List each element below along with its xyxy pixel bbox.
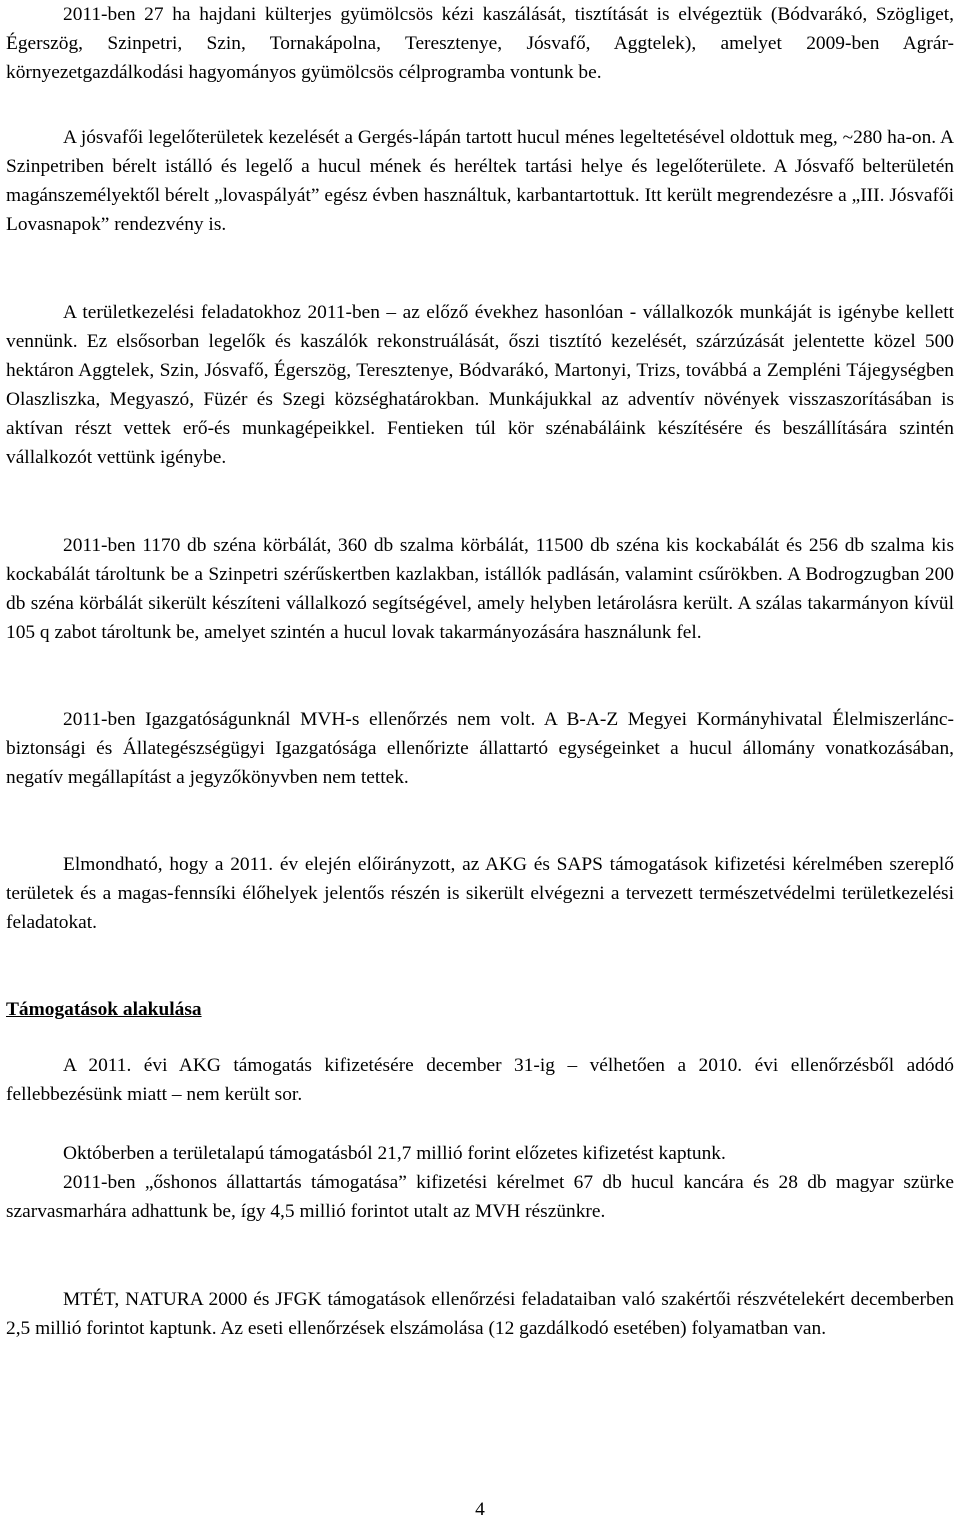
paragraph-hay-storage: 2011-ben 1170 db széna körbálát, 360 db szalma körbálát, 11500 db széna kis kockabálát és 256 db szalma kis kockabálát tároltunk be a Szinpetri szérűskertben kazlakban, istállók padlásán, valamint csűrökben. A Bodrogzugban 200 db széna körbálát sikerült készíteni vállalkozó segítségével, amely helyben letárolásra került. A szálas takarmányon kívül 105 q zabot tároltunk be, amelyet szintén a hucul lovak takarmányozására használunk fel. [6,535,954,643]
paragraph-akg-payment: A 2011. évi AKG támogatás kifizetésére december 31-ig – vélhetően a 2010. évi ellenőrzésből adódó fellebbezésünk miatt – nem került sor. [6,1055,954,1105]
paragraph-inspections: 2011-ben Igazgatóságunknál MVH-s ellenőrzés nem volt. A B-A-Z Megyei Kormányhivatal Élelmiszerlánc-biztonsági és Állategészségügyi Igazgatósága ellenőrizte állattartó egységeinket a hucul állomány vonatkozásában, negatív megállapítást a jegyzőkönyvben nem tettek. [6,709,954,788]
paragraph-contractors: A területkezelési feladatokhoz 2011-ben – az előző évekhez hasonlóan - vállalkozók munkáját is igénybe kellett vennünk. Ez elsősorban legelők és kaszálók rekonstruálását, őszi tisztító kezelését, szárzúzását jelentette közel 500 hektáron Aggtelek, Szin, Jósvafő, Égerszög, Teresztenye, Bódvarákó, Martonyi, Trizs, továbbá a Zempléni Tájegységben Olaszliszka, Megyaszó, Füzér és Szegi községhatárokban. Munkájukkal az adventív növények visszaszorításában is aktívan részt vettek erő-és munkagépeikkel. Fentieken túl kör szénabáláink készítésére és beszállítására szintén vállalkozót vettünk igénybe. [6,302,954,468]
paragraph-pasture-management: A jósvafői legelőterületek kezelését a Gergés-lápán tartott hucul ménes legeltetésével oldottuk meg, ~280 ha-on. A Szinpetriben bérelt istálló és legelő a hucul mének és heréltek tartási helye és legelőterülete. A Jósvafő belterületén magánszemélyektől bérelt „lovaspályát” egész évben használtuk, karbantartottuk. Itt került megrendezésre a „III. Jósvafői Lovasnapok” rendezvény is. [6,127,954,235]
page-number: 4 [475,1499,485,1520]
paragraph-area-payment: Októberben a területalapú támogatásból 21,7 millió forint előzetes kifizetést kaptunk. [63,1143,726,1164]
paragraph-orchard-mowing: 2011-ben 27 ha hajdani külterjes gyümölcsös kézi kaszálását, tisztítását is elvégeztük (Bódvarákó, Szögliget, Égerszög, Szinpetri, Szin, Tornakápolna, Teresztenye, Jósvafő, Aggtelek), amelyet 2009-ben Agrár-környezetgazdálkodási hagyományos gyümölcsös célprogramba vontunk be. [6,4,954,83]
paragraph-native-livestock: 2011-ben „őshonos állattartás támogatása” kifizetési kérelmet 67 db hucul kancára és 28 db magyar szürke szarvasmarhára adhattunk be, így 4,5 millió forintot utalt az MVH részünkre. [6,1172,954,1222]
paragraph-summary: Elmondható, hogy a 2011. év elején előirányzott, az AKG és SAPS támogatások kifizetési kérelmében szereplő területek és a magas-fennsíki élőhelyek jelentős részén is sikerült elvégezni a tervezett természetvédelmi területkezelési feladatokat. [6,854,954,933]
section-heading: Támogatások alakulása [6,999,202,1020]
paragraph-expert-inspections: MTÉT, NATURA 2000 és JFGK támogatások ellenőrzési feladataiban való szakértői részvételekért decemberben 2,5 millió forintot kaptunk. Az eseti ellenőrzések elszámolása (12 gazdálkodó esetében) folyamatban van. [6,1289,954,1339]
